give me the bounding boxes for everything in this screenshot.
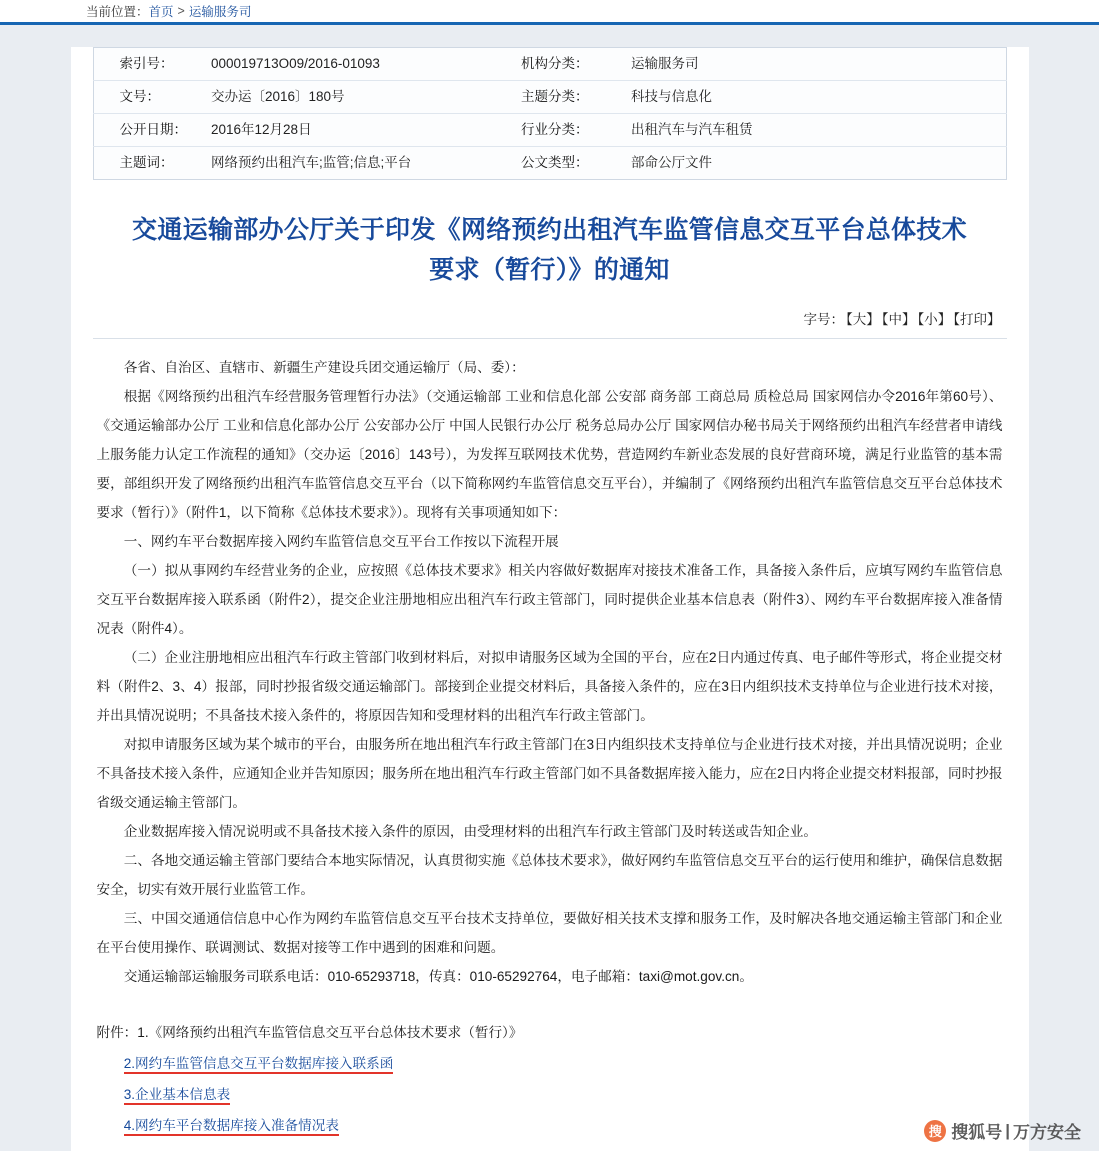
meta-key-docnum: 文号： [119, 89, 160, 104]
body-paragraph-contact: 交通运输部运输服务司联系电话：010-65293718，传真：010-65292764，电子邮箱：taxi@mot.gov.cn。 [123, 969, 753, 984]
body-paragraph-1: 各省、自治区、直辖市、新疆生产建设兵团交通运输厅（局、委）： [123, 360, 525, 375]
attachment-item-1 [97, 1017, 1003, 1048]
breadcrumb [0, 0, 1099, 22]
meta-key-topic: 主题分类： [521, 89, 589, 104]
attachment-item-2 [97, 1048, 1003, 1079]
meta-value-keywords: 网络预约出租汽车;监管;信息;平台 [211, 155, 412, 170]
attachment-label-1: 1.《网络预约出租汽车监管信息交互平台总体技术要求（暂行）》 [137, 1025, 523, 1040]
meta-value-docnum: 交办运〔2016〕180号 [211, 89, 345, 104]
meta-value-org: 运输服务司 [631, 56, 699, 71]
metadata-table [93, 47, 1007, 180]
meta-key-index: 索引号： [119, 56, 174, 71]
fontsize-small-button[interactable]: 【小】 [917, 312, 952, 327]
meta-value-date: 2016年12月28日 [211, 122, 312, 137]
meta-key-org: 机构分类： [521, 56, 589, 71]
attachment-link-4[interactable]: 4.网约车平台数据库接入准备情况表 [124, 1118, 339, 1136]
page-title: 交通运输部办公厅关于印发《网络预约出租汽车监管信息交互平台总体技术要求（暂行）》的通知 [132, 216, 967, 284]
body-paragraph-4: （一）拟从事网约车经营业务的企业，应按照《总体技术要求》相关内容做好数据库对接技术准备工作，具备接入条件后，应填写网约车监管信息交互平台数据库接入联系函（附件2），提交企业注册地相应出租汽车行政主管部门，同时提供企业基本信息表（附件3）、网约车平台数据库接入准备情况表（附件4）。 [96, 563, 1003, 636]
body-paragraph-2: 根据《网络预约出租汽车经营服务管理暂行办法》（交通运输部 工业和信息化部 公安部 商务部 工商总局 质检总局 国家网信办令2016年第60号）、《交通运输部办公厅 工业和信息化部办公厅 公安部办公厅 中国人民银行办公厅 税务总局办公厅 国家网信办秘书局关于网络预约出租汽车经营者申请线上服务能力认定工作流程的通知》（交办运〔2016〕143号），为发挥互联网技术优势，营造网约车新业态发展的良好营商环境，满足行业监管的基本需要，部组织开发了网络预约出租汽车监管信息交互平台（以下简称网约车监管信息交互平台），并编制了《网络预约出租汽车监管信息交互平台总体技术要求（暂行）》（附件1，以下简称《总体技术要求》）。现将有关事项通知如下： [96, 389, 1003, 520]
table-row [93, 147, 1006, 180]
attachment-item-4 [97, 1110, 1003, 1141]
body-paragraph-3: 一、网约车平台数据库接入网约车监管信息交互平台工作按以下流程开展 [123, 534, 559, 549]
meta-value-doctype: 部命公厅文件 [631, 155, 712, 170]
title-divider [93, 338, 1007, 339]
print-button[interactable]: 【打印】 [953, 312, 1001, 327]
fontsize-medium-button[interactable]: 【中】 [881, 312, 916, 327]
document-body [97, 353, 1003, 991]
header-divider [0, 22, 1099, 25]
breadcrumb-link-current[interactable]: 运输服务司 [188, 5, 252, 19]
body-paragraph-5: （二）企业注册地相应出租汽车行政主管部门收到材料后，对拟申请服务区域为全国的平台，应在2日内通过传真、电子邮件等形式，将企业提交材料（附件2、3、4）报部，同时抄报省级交通运输部门。部接到企业提交材料后，具备接入条件的，应在3日内组织技术支持单位与企业进行技术对接，并出具情况说明；不具备技术接入条件的，将原因告知和受理材料的出租汽车行政主管部门。 [96, 650, 1003, 723]
meta-value-index: 000019713O09/2016-01093 [211, 56, 380, 71]
table-row [93, 81, 1006, 114]
fontsize-toolbar [71, 308, 1001, 328]
meta-key-date: 公开日期： [119, 122, 187, 137]
fontsize-large-button[interactable]: 【大】 [846, 312, 880, 327]
fontsize-label: 字号： [803, 312, 844, 327]
body-paragraph-8: 二、各地交通运输主管部门要结合本地实际情况，认真贯彻实施《总体技术要求》，做好网约车监管信息交互平台的运行使用和维护，确保信息数据安全，切实有效开展行业监管工作。 [96, 853, 1003, 897]
meta-key-keywords: 主题词： [119, 155, 174, 170]
meta-key-doctype: 公文类型： [521, 155, 589, 170]
watermark-name: 万方安全 [1013, 1123, 1081, 1142]
body-paragraph-9: 三、中国交通通信信息中心作为网约车监管信息交互平台技术支持单位，要做好相关技术支撑和服务工作，及时解决各地交通运输主管部门和企业在平台使用操作、联调测试、数据对接等工作中遇到的困难和问题。 [96, 911, 1003, 955]
breadcrumb-link-home[interactable]: 首页 [148, 5, 174, 19]
document-container [71, 47, 1029, 1151]
body-paragraph-7: 企业数据库接入情况说明或不具备技术接入条件的原因，由受理材料的出租汽车行政主管部门及时转送或告知企业。 [123, 824, 817, 839]
right-margin [1044, 25, 1099, 1151]
body-paragraph-6: 对拟申请服务区域为某个城市的平台，由服务所在地出租汽车行政主管部门在3日内组织技术支持单位与企业进行技术对接，并出具情况说明；企业不具备技术接入条件，应通知企业并告知原因；服务所在地出租汽车行政主管部门如不具备数据库接入能力，应在2日内将企业提交材料报部，同时抄报省级交通运输主管部门。 [96, 737, 1003, 810]
table-row [93, 48, 1006, 81]
attachment-link-2[interactable]: 2.网约车监管信息交互平台数据库接入联系函 [124, 1056, 394, 1074]
sohu-logo-icon: 搜 [924, 1120, 946, 1142]
table-row [93, 114, 1006, 147]
meta-key-industry: 行业分类： [521, 122, 589, 137]
attachment-link-3[interactable]: 3.企业基本信息表 [124, 1087, 231, 1105]
watermark-prefix: 搜狐号 [951, 1123, 1003, 1142]
watermark [924, 1118, 1081, 1143]
meta-value-topic: 科技与信息化 [631, 89, 712, 104]
meta-value-industry: 出租汽车与汽车租赁 [631, 122, 753, 137]
breadcrumb-label: 当前位置： [86, 5, 149, 19]
attachments-list [97, 1017, 1003, 1141]
attachment-item-3 [97, 1079, 1003, 1110]
watermark-separator: | [1005, 1120, 1010, 1140]
breadcrumb-separator: > [177, 4, 185, 18]
attachments-prefix: 附件： [96, 1025, 138, 1040]
